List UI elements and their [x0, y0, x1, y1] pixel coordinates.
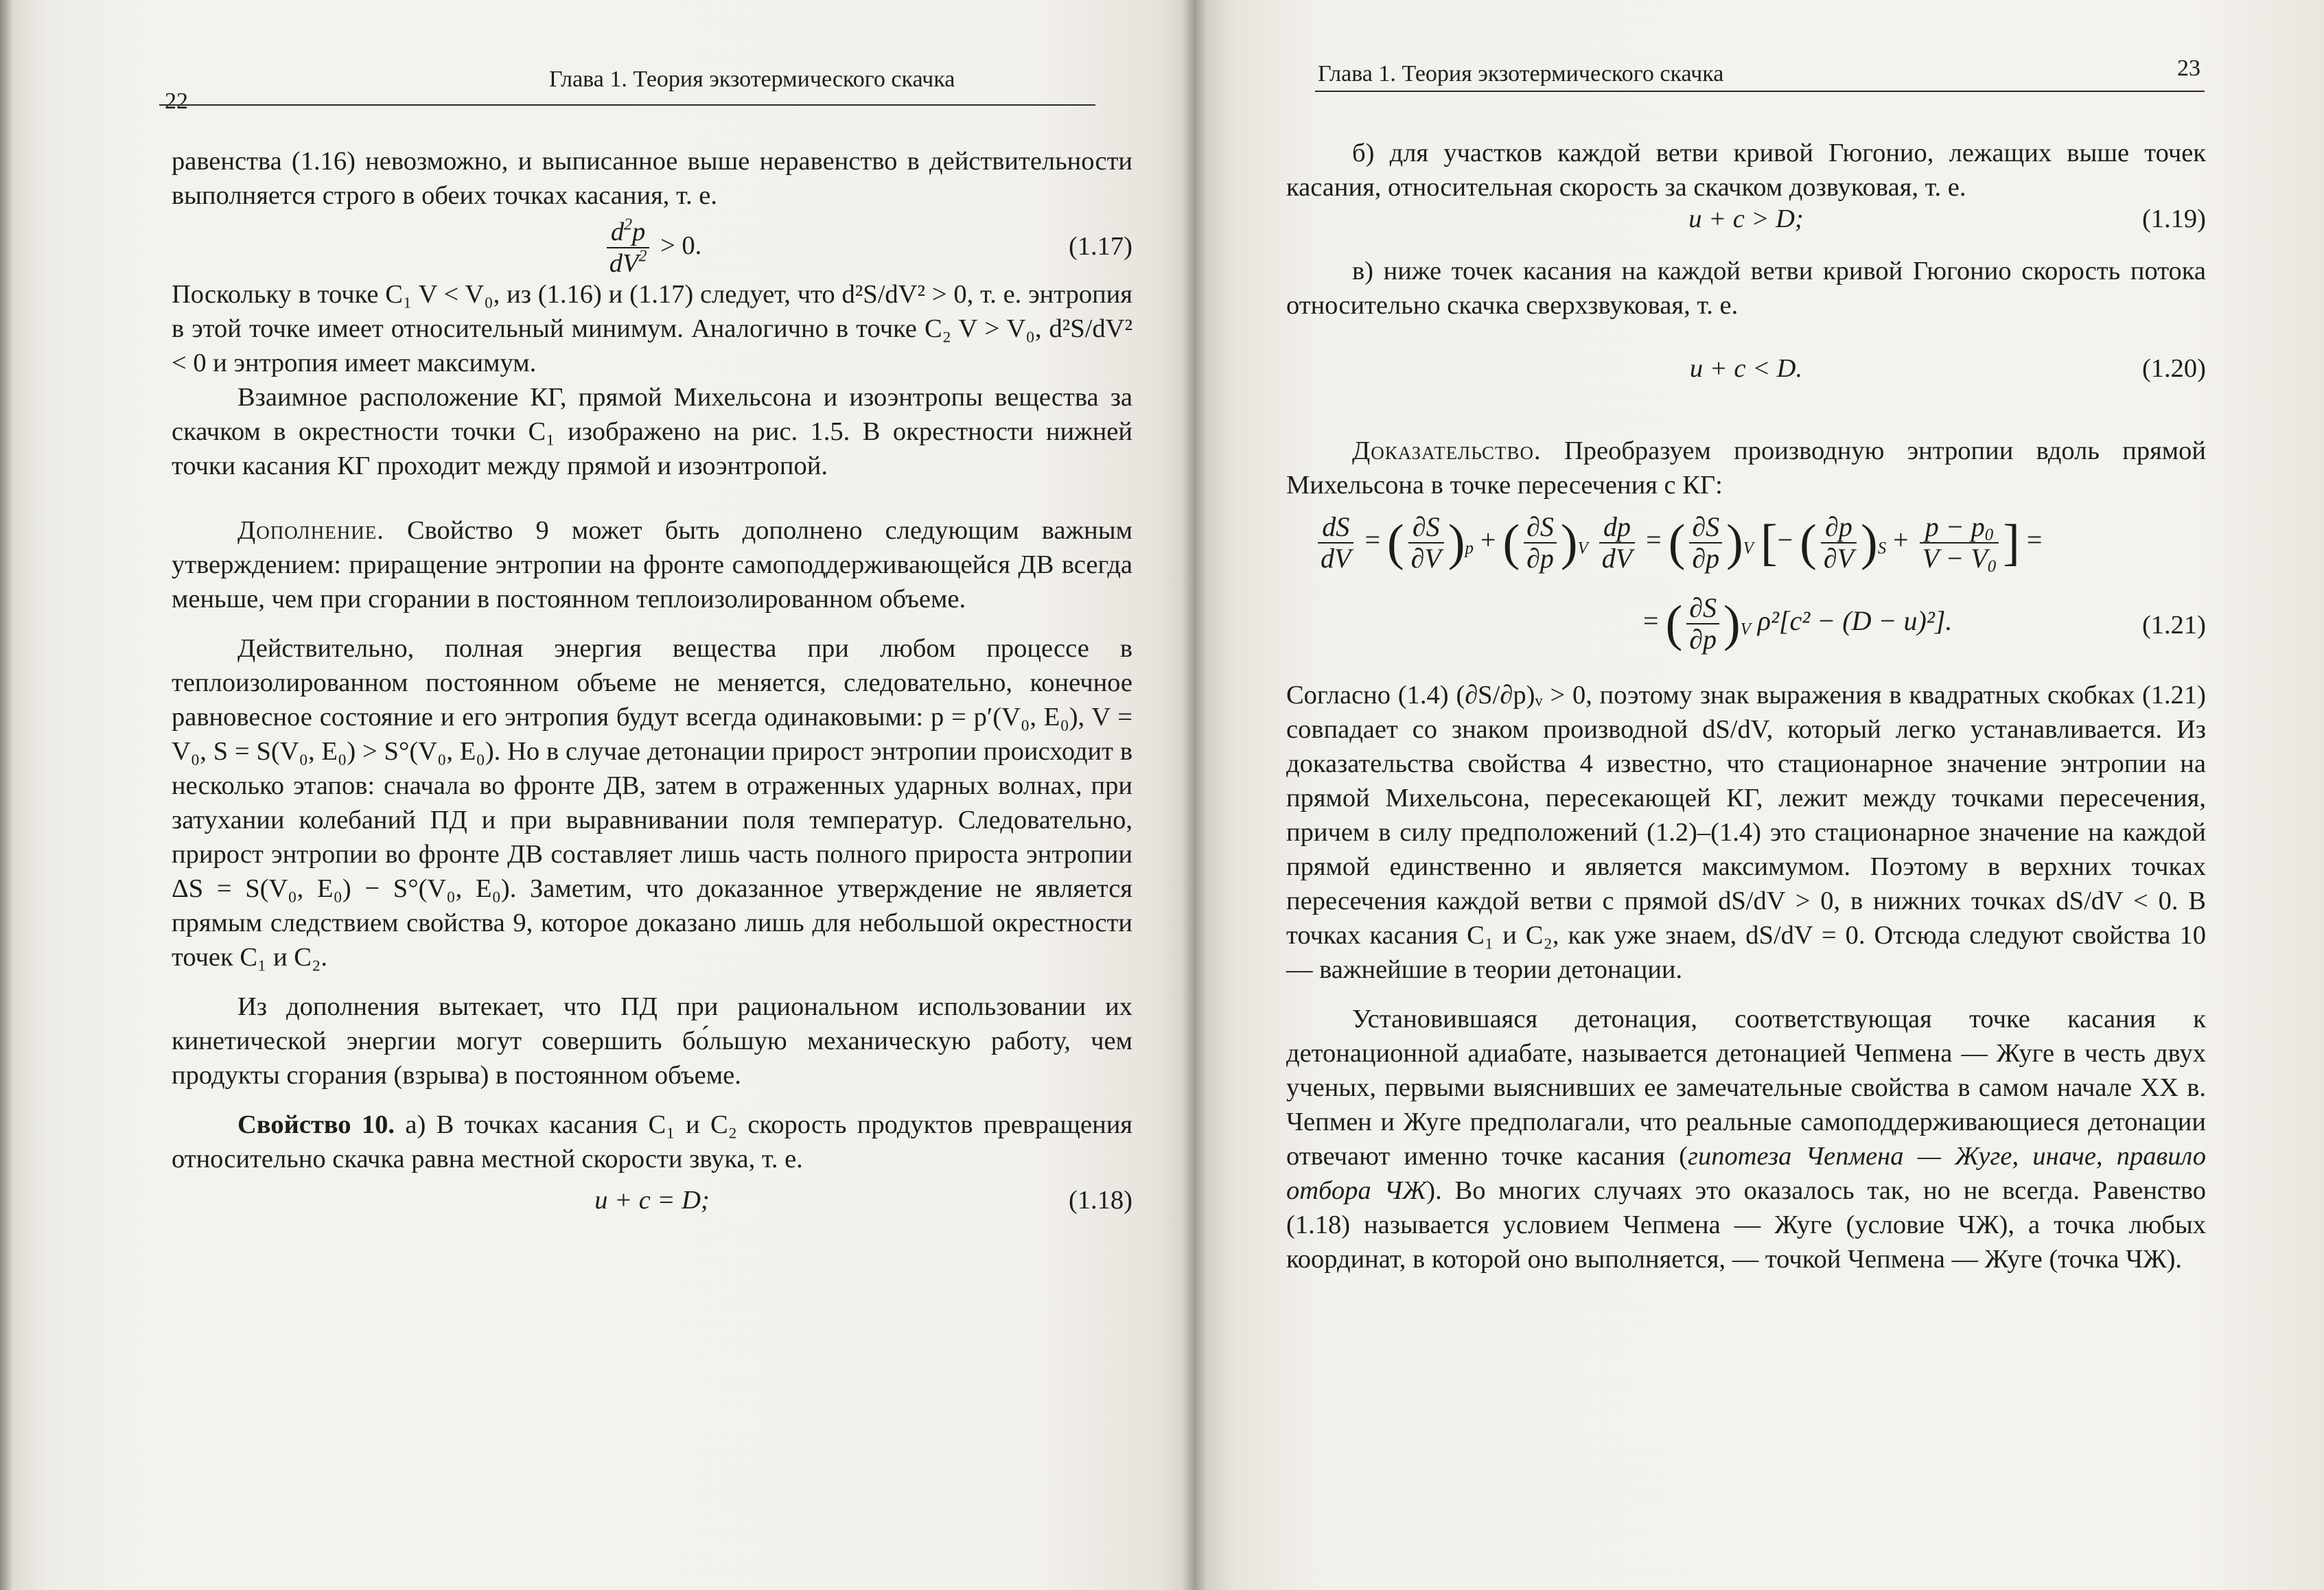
paragraph: Взаимное расположение КГ, прямой Михельсона и изоэнтропы вещества за скачком в окрестности точки C₁ изображено на рис. 1.5. В окрестности нижней точки касания КГ проходит между прямой и изоэнтропой.: [172, 383, 1132, 480]
supplement-text: Свойство 9 может быть дополнено следующим важным утверждением: приращение энтропии на фронте самоподдерживающейся ДВ всегда меньше, чем при сгорании в постоянном теплоизолированном объеме.: [172, 516, 1132, 613]
right-header-rule: [1315, 91, 2205, 92]
equation-number: (1.17): [1068, 232, 1132, 261]
equation-1-20: [1286, 325, 2206, 394]
left-header-rule: [159, 104, 1095, 106]
proof-text: Преобразуем производную энтропии вдоль прямой Михельсона в точке пересечения с КГ:: [1286, 436, 2207, 500]
page-edge: [0, 0, 12, 1590]
right-page: [1194, 0, 2324, 1590]
paragraph-text-b: ). Во многих случаях это оказалось так, но не всегда. Равенство (1.18) называется условием Чепмена — Жуге (условие ЧЖ), а точка любых координат, в которой оно выполняется, — точкой Чепмена — Жуге (точка ЧЖ).: [1286, 1176, 2206, 1274]
paragraph: Согласно (1.4) (∂S/∂p)ᵥ > 0, поэтому знак выражения в квадратных скобках (1.21) совпадает со знаком производной dS/dV, который легко устанавливается. Из доказательства свойства 4 известно, что стационарное значение энтропии на прямой Михельсона, пересекающей КГ, лежит между точками пересечения, причем в силу предположений (1.2)–(1.4) это стационарное значение на каждой прямой единственно и является максимумом. Поэтому в верхних точках пересечения каждой ветви с прямой dS/dV > 0, в нижних точках dS/dV < 0. В точках касания C₁ и C₂, как уже знаем, dS/dV = 0. Отсюда следуют свойства 10 — важнейшие в теории детонации.: [1286, 681, 2206, 984]
equation-1-18: [172, 1179, 1132, 1220]
left-page-number: 22: [165, 89, 188, 114]
equation-tail: ρ²[c² − (D − u)²].: [1757, 605, 1953, 637]
paragraph: Действительно, полная энергия вещества при любом процессе в теплоизолированном постоянном объеме не меняется, следовательно, конечное равновесное состояние и его энтропия будут всегда одинаковыми: p = p′(V₀, E₀), V = V₀, S = S(V₀, E₀) > S°(V₀, E₀). Но в случае детонации прирост энтропии происходит в несколько этапов: сначала во фронте ДВ, затем в отраженных ударных волнах, при затухании колебаний ПД и при выравнивании поля температур. Следовательно, прирост энтропии во фронте ДВ составляет лишь часть полного прироста энтропии ΔS = S(V₀, E₀) − S°(V₀, E₀). Заметим, что доказанное утверждение не является прямым следствием свойства 9, которое доказано лишь для небольшой окрестности точек C₁ и C₂.: [172, 634, 1132, 972]
left-body: [172, 144, 1132, 1223]
property-heading: Свойство 10.: [237, 1110, 395, 1139]
proof-heading: Доказательство.: [1352, 436, 1542, 465]
equation-formula: u + c > D;: [1688, 204, 1804, 233]
equation-formula: u + c < D.: [1689, 354, 1803, 383]
equation-number: (1.21): [2141, 611, 2206, 640]
equation-1-17: [172, 215, 1132, 278]
equation-line-2: = ( $\frac{\partial S}{\partial p}$ )$_V$ ρ²[c² − (D − u)²].: [1643, 592, 1953, 655]
paragraph: Поскольку в точке C₁ V < V₀, из (1.16) и (1.17) следует, что d²S/dV² > 0, т. е. энтропия в этой точке имеет относительный минимум. Аналогично в точке C₂ V > V₀, d²S/dV² < 0 и энтропия имеет максимум.: [172, 280, 1132, 377]
paragraph: Из дополнения вытекает, что ПД при рациональном использовании их кинетической энергии могут совершить бо́льшую механическую работу, чем продукты сгорания (взрыва) в постоянном объеме.: [172, 992, 1132, 1090]
paragraph: равенства (1.16) невозможно, и выписанное выше неравенство в действительности выполняется строго в обеих точках касания, т. е.: [172, 147, 1132, 210]
right-page-number: 23: [2177, 56, 2200, 81]
equation-1-21: [1286, 512, 2206, 663]
equation-line-1: $\frac{dS}{dV}$ = ( $\frac{\partial S}{\partial V}$ )$_p$ + ( $\frac{\partial S}{\partial p}$ )$_V$ $\frac{dp}{dV}$ = ( $\frac{\partial S}{\partial p}$ )$_V$ [− ( $\frac{\partial p}{\partial V}$ )$_S$ + $\frac{p - p_0}{V - V_0}$ ] =: [1314, 512, 2042, 574]
equation-formula: $\frac{d^2p}{dV^2}$ > 0.: [172, 217, 1132, 279]
paragraph-italic: гипотеза Чепмена — Жуге, иначе, правило отбора ЧЖ: [1286, 1142, 2206, 1205]
equation-number: (1.18): [1068, 1186, 1132, 1215]
equation-number: (1.20): [2141, 354, 2206, 383]
paragraph: б) для участков каждой ветви кривой Гюгонио, лежащих выше точек касания, относительная скорость за скачком дозвуковая, т. е.: [1286, 139, 2206, 202]
paragraph-proof: [1286, 434, 2206, 502]
book-gutter: [1182, 0, 1207, 1590]
paragraph-chapman-jouguet: [1286, 1002, 2206, 1276]
paragraph-supplement: [172, 513, 1132, 616]
left-running-head: Глава 1. Теория экзотермического скачка: [549, 67, 955, 92]
equation-formula: u + c = D;: [594, 1186, 710, 1215]
supplement-heading: Дополнение.: [237, 516, 384, 545]
paragraph: в) ниже точек касания на каждой ветви кривой Гюгонио скорость потока относительно скачка сверхзвуковая, т. е.: [1286, 257, 2206, 320]
right-running-head: Глава 1. Теория экзотермического скачка: [1318, 61, 1724, 86]
equation-1-19: [1286, 199, 2206, 239]
paragraph-property-10: [172, 1108, 1132, 1176]
property-text: а) В точках касания C₁ и C₂ скорость продуктов превращения относительно скачка равна местной скорости звука, т. е.: [172, 1110, 1133, 1173]
right-body: [1286, 136, 2206, 1276]
paragraph-text-a: Установившаяся детонация, соответствующая точке касания к детонационной адиабате, называется детонацией Чепмена — Жуге в честь двух ученых, первыми выяснивших ее замечательные свойства в самом начале XX в. Чепмен и Жуге предполагали, что реальные самоподдерживающиеся детонации отвечают именно точке касания (: [1286, 1005, 2206, 1171]
equation-number: (1.19): [2141, 204, 2206, 233]
